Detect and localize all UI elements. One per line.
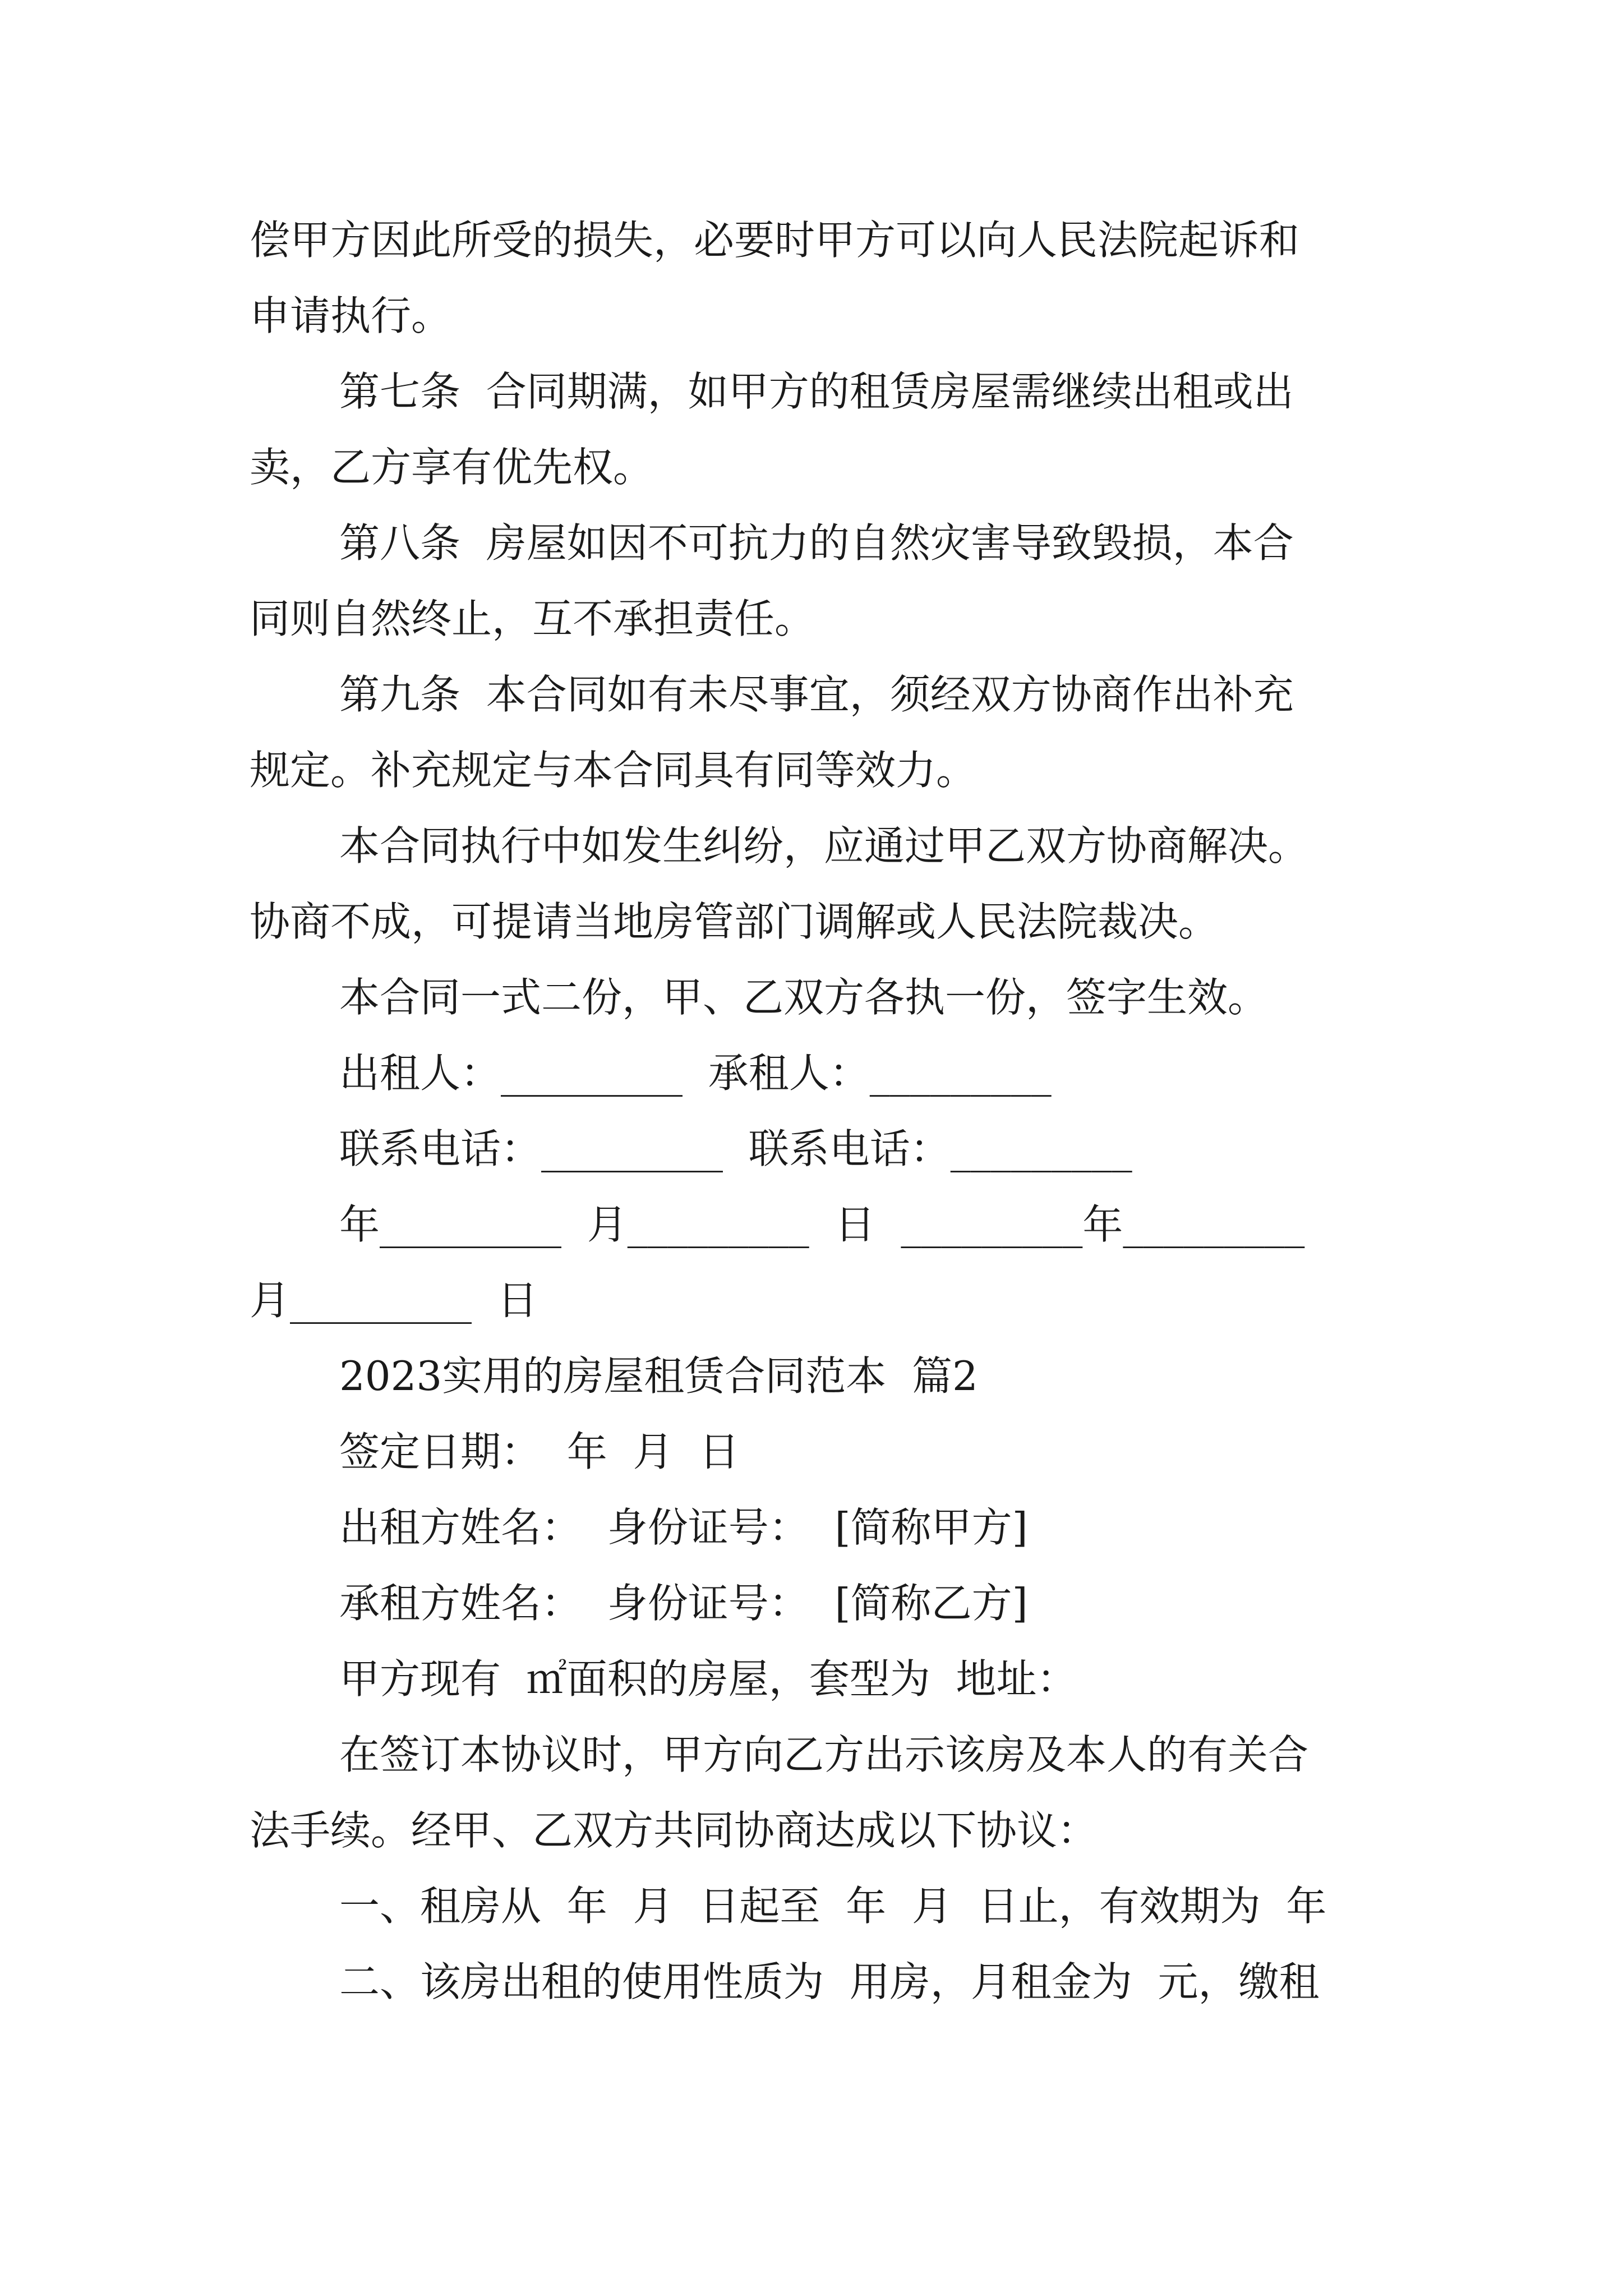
- text-line: 偿甲方因此所受的损失，必要时甲方可以向人民法院起诉和: [250, 217, 1300, 264]
- date-line: 月_________ 日: [250, 1277, 538, 1324]
- article-8-line: 第八条 房屋如因不可抗力的自然灾害导致毁损，本合: [339, 519, 1294, 567]
- dispute-clause-line: 本合同执行中如发生纠纷，应通过甲乙双方协商解决。: [339, 822, 1309, 869]
- lessor-info-line: 出租方姓名： 身份证号： [简称甲方]: [339, 1504, 1028, 1551]
- article-9-line: 第九条 本合同如有未尽事宜，须经双方协商作出补充: [339, 671, 1294, 718]
- text-line: 申请执行。: [250, 292, 452, 339]
- clause-2-line: 二、该房出租的使用性质为 用房，月租金为 元，缴租: [339, 1958, 1320, 2005]
- article-7-line: 第七条 合同期满，如甲方的租赁房屋需继续出租或出: [339, 368, 1294, 415]
- copies-clause-line: 本合同一式二份，甲、乙双方各执一份，签字生效。: [339, 974, 1269, 1021]
- text-line: 在签订本协议时，甲方向乙方出示该房及本人的有关合: [339, 1731, 1309, 1778]
- clause-1-line: 一、租房从 年 月 日起至 年 月 日止，有效期为 年: [339, 1883, 1327, 1930]
- contact-phone-line: 联系电话：_________ 联系电话：_________: [339, 1125, 1132, 1172]
- text-line: 法手续。经甲、乙双方共同协商达成以下协议：: [250, 1807, 1098, 1854]
- text-line: 同则自然终止，互不承担责任。: [250, 595, 815, 642]
- text-line: 协商不成，可提请当地房管部门调解或人民法院裁决。: [250, 898, 1219, 945]
- property-info-line: 甲方现有 ㎡面积的房屋，套型为 地址：: [339, 1655, 1077, 1703]
- lessee-info-line: 承租方姓名： 身份证号： [简称乙方]: [339, 1580, 1028, 1627]
- date-line: 年_________ 月_________ 日 _________年_________: [339, 1201, 1305, 1248]
- text-line: 卖，乙方享有优先权。: [250, 444, 654, 491]
- section-title: 2023实用的房屋租赁合同范本 篇2: [339, 1352, 978, 1400]
- signature-parties-line: 出租人：_________ 承租人：_________: [339, 1050, 1052, 1097]
- text-line: 规定。补充规定与本合同具有同等效力。: [250, 747, 977, 794]
- sign-date-line: 签定日期： 年 月 日: [339, 1428, 740, 1475]
